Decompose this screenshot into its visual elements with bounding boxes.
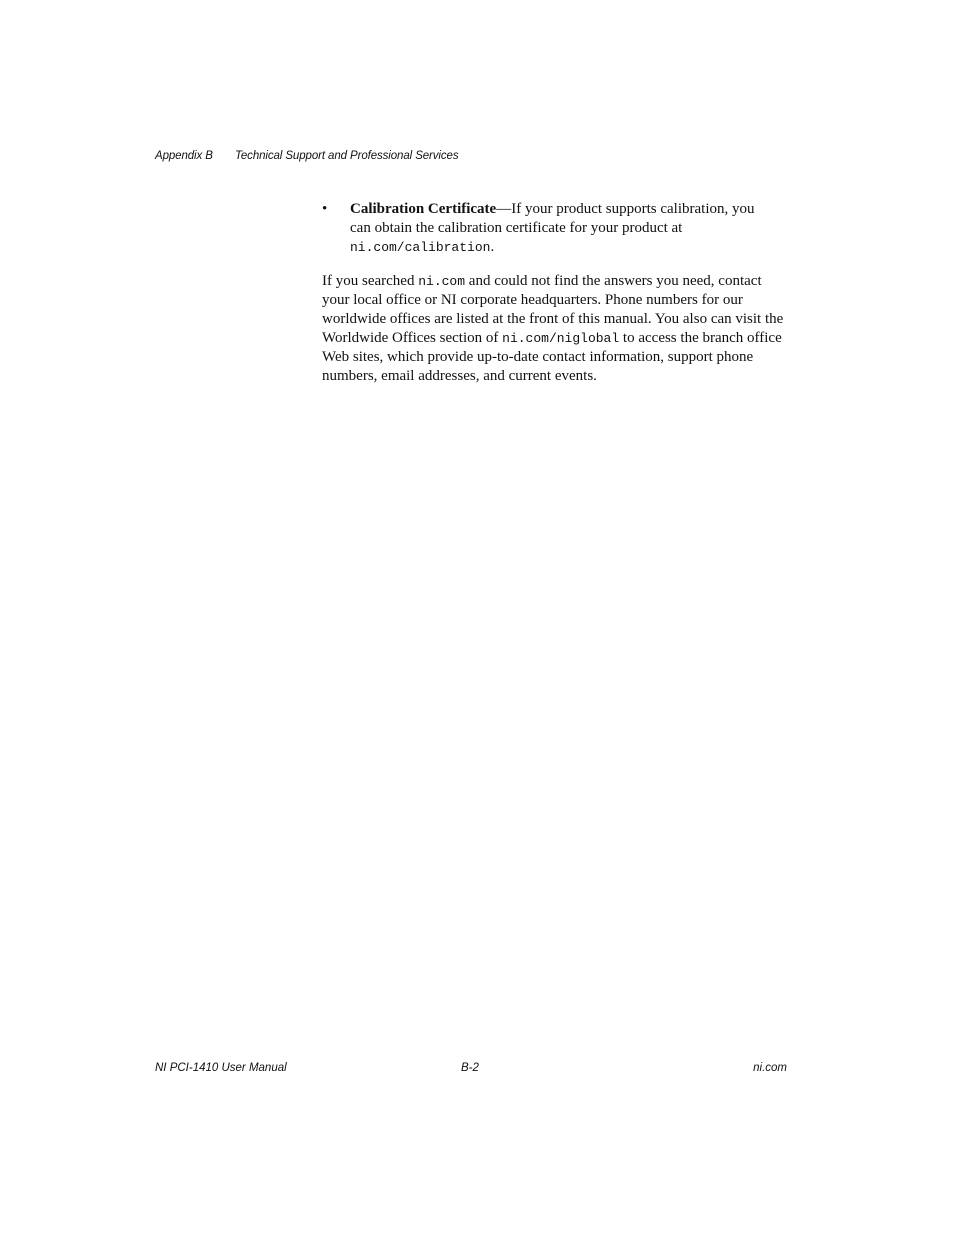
bullet-body: If your product supports calibration, you can obtain the calibration certificate for your product at	[350, 201, 755, 236]
bullet-icon: •	[322, 201, 328, 217]
paragraph-part-3: to access the branch office Web sites, which provide up-to-date contact information, support phone numbers, email addresses, and current events.	[322, 330, 782, 384]
paragraph-part-1: If you searched	[322, 273, 419, 289]
paragraph-part-2: and could not find the answers you need, contact your local office or NI corporate headquarters. Phone numbers for our worldwide offices are listed at the front of this manual. You also can visit the Worldwide Offices section of	[322, 273, 784, 346]
main-content	[322, 200, 792, 386]
footer-page-number: B-2	[461, 1062, 479, 1074]
calibration-link[interactable]: ni.com/calibration	[350, 240, 491, 255]
em-dash: —	[496, 201, 512, 217]
page-footer	[155, 1062, 787, 1078]
term-calibration-certificate: Calibration Certificate	[350, 201, 497, 217]
footer-website[interactable]: ni.com	[753, 1062, 787, 1074]
ni-com-link[interactable]: ni.com	[418, 274, 466, 289]
footer-manual-title: NI PCI-1410 User Manual	[155, 1062, 287, 1074]
bullet-text	[350, 200, 760, 257]
bullet-item-calibration	[322, 200, 792, 257]
appendix-label: Appendix B	[155, 150, 213, 162]
niglobal-link[interactable]: ni.com/niglobal	[502, 331, 620, 346]
support-paragraph	[322, 272, 787, 386]
running-header	[155, 150, 459, 162]
bullet-end: .	[490, 239, 495, 255]
section-title: Technical Support and Professional Services	[235, 150, 459, 162]
